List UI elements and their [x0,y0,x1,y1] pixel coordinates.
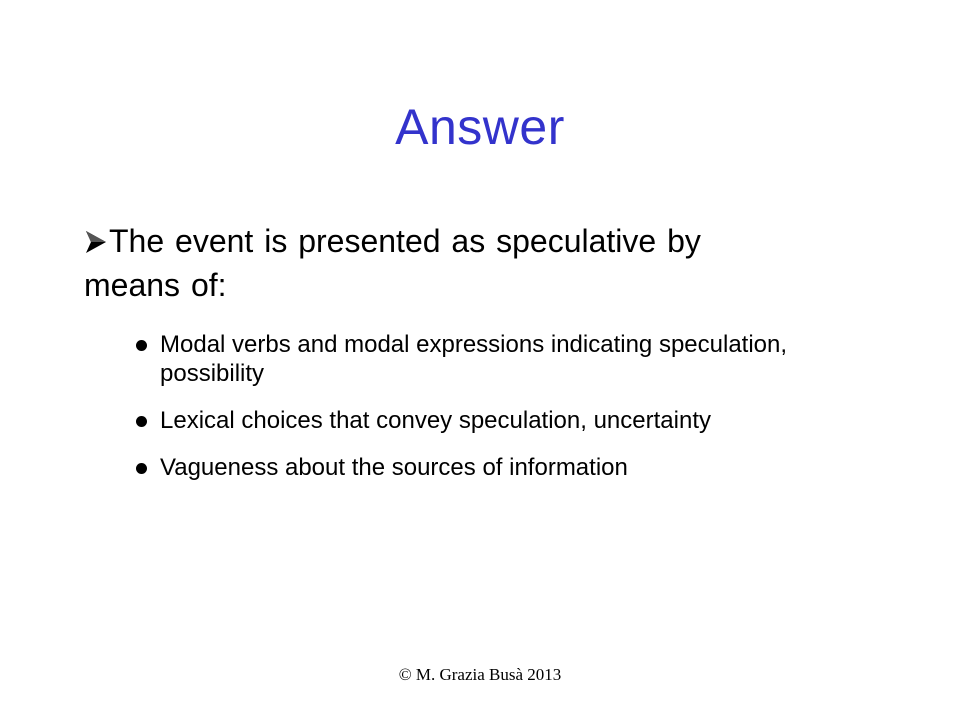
copyright-footer: © M. Grazia Busà 2013 [398,665,562,684]
list-item [134,453,854,482]
list-item-text: Modal verbs and modal expressions indicating speculation, possibility [160,331,788,387]
arrow-bullet-icon [84,228,108,256]
dot-bullet-icon [136,463,147,474]
list-item [134,406,854,435]
slide-title: Answer [395,99,565,155]
main-point [84,219,804,307]
list-item [134,330,854,388]
main-point-text: The event is presented as speculative by means of: [84,223,701,303]
dot-bullet-icon [136,416,147,427]
dot-bullet-icon [136,340,147,351]
list-item-text: Vagueness about the sources of information [160,454,628,481]
list-item-text: Lexical choices that convey speculation, uncertainty [160,407,711,434]
sub-bullet-list [134,330,854,500]
